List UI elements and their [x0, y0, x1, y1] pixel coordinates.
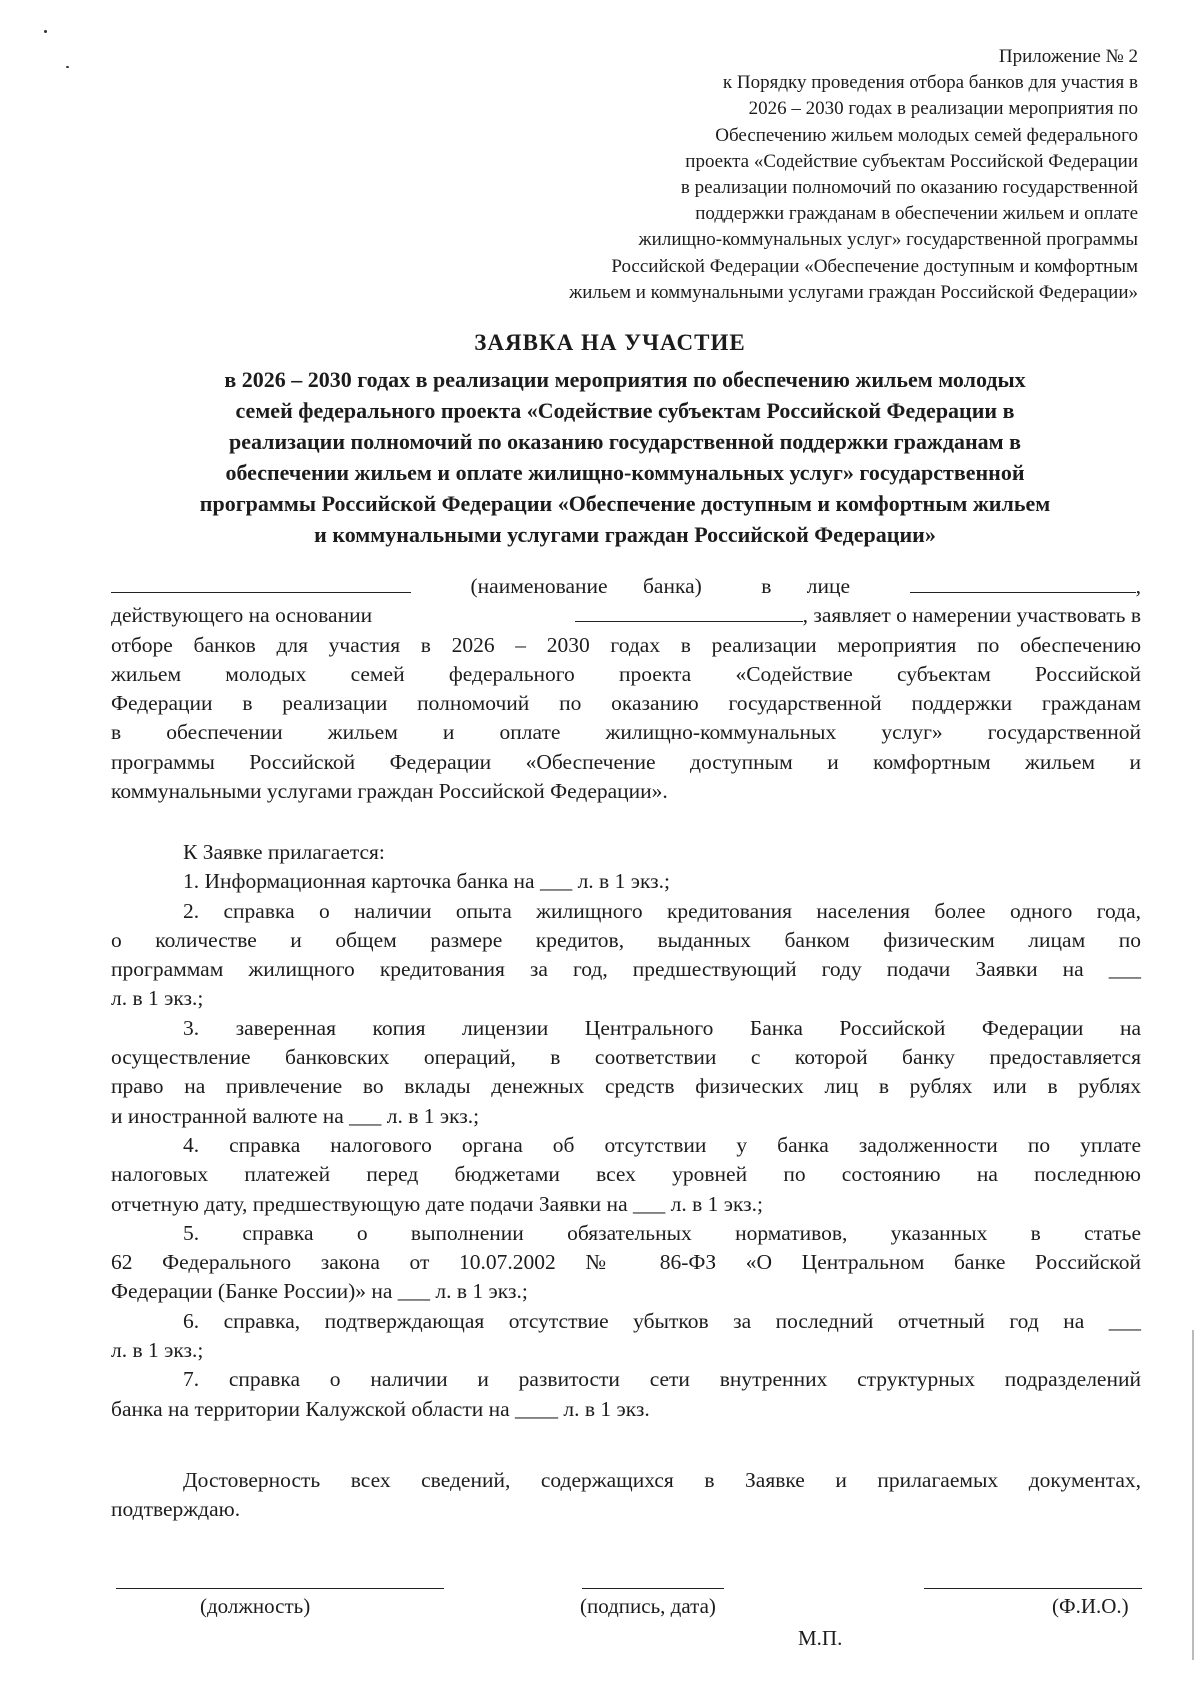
attachment-item-line: налоговых платежей перед бюджетами всех уровней по состоянию на последнюю — [111, 1162, 1141, 1187]
subtitle-line: обеспечении жильем и оплате жилищно-коммунальных услуг» государственной — [225, 460, 1025, 485]
confirmation-line: подтверждаю. — [111, 1497, 241, 1522]
scan-speck — [44, 30, 47, 33]
full-name-blank[interactable] — [924, 1588, 1142, 1589]
declares-text: , заявляет о намерении участвовать в — [802, 603, 1141, 628]
attachment-item: 1. Информационная карточка банка на ___ л. в 1 экз.; — [183, 869, 670, 894]
bank-name-blank[interactable] — [111, 574, 411, 593]
document-title: ЗАЯВКА НА УЧАСТИЕ — [474, 330, 746, 355]
in-person-label: в лице — [761, 574, 851, 598]
attachment-item-line: право на привлечение во вклады денежных средств физических лиц в рублях или в рублях — [111, 1074, 1141, 1099]
scan-edge-line — [1192, 1330, 1194, 1660]
appendix-line: Обеспечению жильем молодых семей федерального — [715, 124, 1138, 146]
appendix-line: проекта «Содействие субъектам Российской Федерации — [685, 150, 1138, 172]
representative-blank[interactable] — [910, 574, 1136, 593]
appendix-line: жильем и коммунальными услугами граждан Российской Федерации» — [569, 281, 1138, 303]
full-name-caption: (Ф.И.О.) — [1052, 1594, 1129, 1618]
appendix-line: к Порядку проведения отбора банков для участия в — [722, 72, 1138, 94]
attachment-item-line: л. в 1 экз.; — [111, 1338, 204, 1363]
scan-speck — [66, 66, 69, 68]
position-blank[interactable] — [116, 1588, 444, 1589]
acting-on-label: действующего на основании — [111, 603, 373, 628]
bank-name-row — [111, 572, 1141, 601]
subtitle-line: программы Российской Федерации «Обеспечение доступным и комфортным жильем — [199, 491, 1051, 516]
basis-blank[interactable] — [575, 603, 803, 622]
representative-field — [910, 572, 1141, 601]
appendix-header — [418, 44, 1138, 306]
subtitle-line: семей федерального проекта «Содействие субъектам Российской Федерации в — [235, 398, 1015, 423]
attachment-item: 4. справка налогового органа об отсутствии у банка задолженности по уплате — [183, 1132, 1141, 1157]
signature-blank[interactable] — [582, 1588, 724, 1589]
attachment-item-line: программам жилищного кредитования за год, предшествующий году подачи Заявки на ___ — [111, 957, 1141, 982]
attachment-item-line: отчетную дату, предшествующую дате подачи Заявки на ___ л. в 1 экз.; — [111, 1191, 763, 1216]
attachment-item-line: о количестве и общем размере кредитов, выданных банком физическим лицам по — [111, 927, 1141, 952]
intro-line: жильем молодых семей федерального проекта «Содействие субъектам Российской — [111, 661, 1141, 686]
stamp-place: М.П. — [798, 1626, 843, 1650]
comma: , — [1135, 574, 1141, 598]
attachment-item: 7. справка о наличии и развитости сети внутренних структурных подразделений — [183, 1367, 1141, 1392]
attachment-item-line: л. в 1 экз.; — [111, 986, 204, 1011]
attachment-item-line: банка на территории Калужской области на ____ л. в 1 экз. — [111, 1396, 650, 1421]
bank-name-label: (наименование банка) — [470, 574, 702, 598]
subtitle-line: реализации полномочий по оказанию государственной поддержки гражданам в — [228, 429, 1022, 454]
subtitle-line: и коммунальными услугами граждан Российской Федерации» — [314, 522, 936, 547]
confirmation-paragraph — [111, 1466, 1141, 1525]
attachment-item-line: и иностранной валюте на ___ л. в 1 экз.; — [111, 1103, 480, 1128]
appendix-line: жилищно-коммунальных услуг» государственной программы — [638, 229, 1138, 251]
appendix-line: в реализации полномочий по оказанию государственной — [680, 177, 1138, 199]
attachment-item: 2. справка о наличии опыта жилищного кредитования населения более одного года, — [183, 898, 1141, 923]
attachment-item-line: Федерации (Банке России)» на ___ л. в 1 экз.; — [111, 1279, 528, 1304]
appendix-line: Российской Федерации «Обеспечение доступным и комфортным — [611, 255, 1138, 277]
basis-row — [111, 601, 1141, 630]
intro-line: коммунальными услугами граждан Российской Федерации». — [111, 779, 668, 804]
attachment-item-line: осуществление банковских операций, в соответствии с которой банку предоставляется — [111, 1045, 1141, 1070]
position-caption: (должность) — [200, 1594, 311, 1618]
appendix-line: Приложение № 2 — [998, 46, 1138, 67]
intro-paragraph — [111, 572, 1141, 806]
intro-line: в обеспечении жильем и оплате жилищно-коммунальных услуг» государственной — [111, 720, 1141, 745]
attachment-item-line: 62 Федерального закона от 10.07.2002 № 86-ФЗ «О Центральном банке Российской — [111, 1250, 1141, 1275]
appendix-line: 2026 – 2030 годах в реализации мероприятия по — [748, 98, 1138, 120]
confirmation-line: Достоверность всех сведений, содержащихся в Заявке и прилагаемых документах, — [183, 1468, 1141, 1492]
basis-field — [575, 601, 1141, 630]
attachments-list — [111, 838, 1141, 1424]
intro-line: Федерации в реализации полномочий по оказанию государственной поддержки гражданам — [111, 691, 1141, 716]
intro-line: программы Российской Федерации «Обеспечение доступным и комфортным жильем и — [111, 749, 1141, 774]
intro-line: отборе банков для участия в 2026 – 2030 годах в реализации мероприятия по обеспечению — [111, 632, 1141, 657]
document-subtitle — [105, 364, 1145, 550]
attachment-item: 5. справка о выполнении обязательных нормативов, указанных в статье — [183, 1220, 1141, 1245]
attachment-item: 6. справка, подтверждающая отсутствие убытков за последний отчетный год на ___ — [183, 1308, 1141, 1333]
signature-date-caption: (подпись, дата) — [580, 1594, 716, 1618]
attachments-heading: К Заявке прилагается: — [183, 840, 385, 864]
attachment-item: 3. заверенная копия лицензии Центрального Банка Российской Федерации на — [183, 1015, 1141, 1040]
subtitle-line: в 2026 – 2030 годах в реализации мероприятия по обеспечению жильем молодых — [224, 367, 1026, 392]
appendix-line: поддержки гражданам в обеспечении жильем и оплате — [695, 203, 1138, 225]
